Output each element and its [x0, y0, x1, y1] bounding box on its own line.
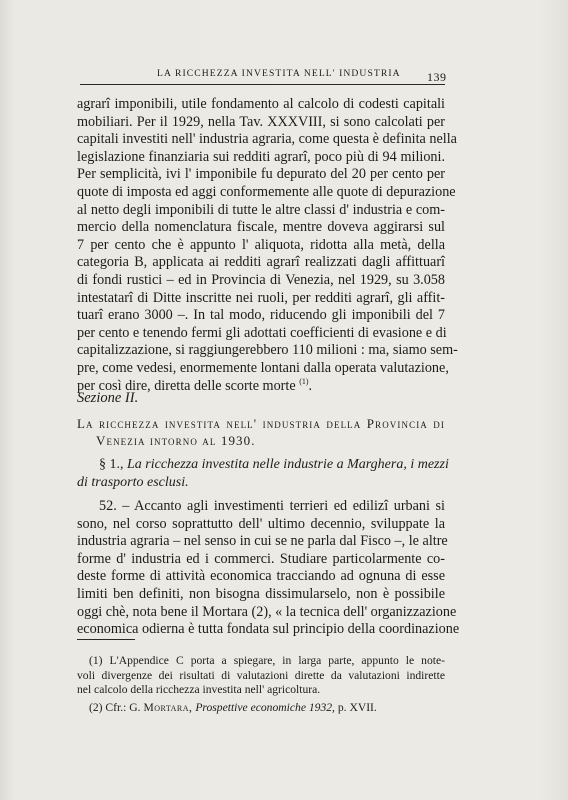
text-line: 7 per cento che è appunto l' aliquota, ridotta alla metà, della	[77, 236, 445, 253]
section-title-line: La ricchezza investita nell' industria della Provincia di	[77, 416, 445, 431]
text-line: industria agraria – nel senso in cui se ne parla dal Fisco –, le altre	[77, 533, 448, 550]
sentence-end: .	[308, 377, 313, 394]
text-line: agrarî imponibili, utile fondamento al calcolo di codesti capitali	[77, 96, 445, 112]
paragraph-scorte-morte	[77, 96, 458, 395]
section-label: Sezione II.	[77, 390, 139, 406]
text-line: intestatarî di Ditte inscritte nei ruoli, per redditi agrarî, gli affit-	[77, 289, 445, 306]
text-line: pre, come vedesi, enormemente lontani dalla operata valutazione,	[77, 359, 449, 376]
text-line: mercio della nomenclatura fiscale, mentre doveva aggirarsi sul	[77, 219, 445, 236]
footnote-2-author: Mortara,	[143, 700, 193, 714]
text-line: Per semplicità, ivi l' imponibile fu depurato del 20 per cento per	[77, 166, 445, 183]
section-title-line: Venezia intorno al 1930.	[96, 433, 256, 448]
paragraph-52	[77, 498, 460, 639]
text-line: di fondi rustici – ed in Provincia di Venezia, nel 1929, su 3.058	[77, 271, 445, 288]
subsection-title-line	[77, 474, 445, 492]
subsection-number: § 1.,	[99, 457, 124, 472]
subsection-title-line	[77, 456, 449, 474]
text-line: capitalizzazione, si raggiungerebbero 110 milioni : ma, siamo sem-	[77, 342, 458, 359]
text-line: economica odierna è tutta fondata sul principio della coordinazione	[77, 621, 460, 638]
running-title: LA RICCHEZZA INVESTITA NELL' INDUSTRIA	[157, 68, 401, 79]
footnote-1-line: (1) L'Appendice C porta a spiegare, in larga parte, appunto le note-	[89, 654, 445, 667]
page-number: 139	[427, 70, 447, 84]
text-line: mobiliari. Per il 1929, nella Tav. XXXVIII, si sono calcolati per	[77, 113, 445, 130]
text-line: sono, nel corso soprattutto dell' ultimo decennio, sviluppate la	[77, 515, 445, 532]
text-line: quote di imposta ed aggi conformemente alle quote di depurazione	[77, 183, 456, 200]
text-line: al netto degli imponibili di tutte le altre classi d' industria e com-	[77, 201, 445, 218]
subsection-heading	[77, 456, 449, 491]
footnote-1-line: nel calcolo della ricchezza investita nell' agricoltura.	[77, 683, 321, 697]
text-line: capitali investiti nell' industria agraria, come questa è definita nella	[77, 131, 457, 148]
text-line: deste forme di attività economica tracciando ad ognuna di esse	[77, 568, 445, 585]
footnote-2-prefix: (2) Cfr.: G.	[89, 700, 141, 714]
footnotes	[77, 654, 445, 715]
footnote-2	[77, 701, 445, 716]
text-line-content: per così dire, diretta delle scorte morte	[77, 377, 296, 394]
text-line: forme d' industria ed i commerci. Studiare particolarmente co-	[77, 550, 445, 567]
subsection-title: La ricchezza investita nelle industrie a Marghera, i mezzi	[127, 457, 449, 472]
footnote-rule	[77, 639, 135, 640]
text-line: oggi chè, nota bene il Mortara (2), « la tecnica dell' organizzazione	[77, 603, 457, 620]
text-line: 52. – Accanto agli investimenti terrieri ed edilizî urbani si	[99, 498, 445, 514]
footnote-ref[interactable]: (1)	[299, 376, 309, 386]
footnote-2-title: Prospettive economiche 1932,	[195, 700, 335, 714]
text-line: limiti ben definiti, non bisogna dissimularselo, non è possibile	[77, 585, 445, 602]
text-line: tuarî erano 3000 –. In tal modo, riducendo gli imponibili del 7	[77, 307, 445, 324]
header-rule	[80, 84, 445, 85]
footnote-2-suffix: p. XVII.	[337, 700, 377, 714]
text-line: categoria B, applicata ai redditi agrarî realizzati dagli affittuarî	[77, 254, 445, 271]
footnote-1-line: voli divergenze dei risultati di valutazioni dirette da valutazioni indirette	[77, 668, 445, 682]
text-line: per cento e tenendo fermi gli adottati coefficienti di evasione e di	[77, 324, 447, 341]
section-title	[77, 415, 445, 449]
text-line: legislazione finanziaria sui redditi agrarî, poco più di 94 milioni.	[77, 148, 445, 165]
subsection-title-cont: di trasporto esclusi.	[77, 474, 189, 490]
